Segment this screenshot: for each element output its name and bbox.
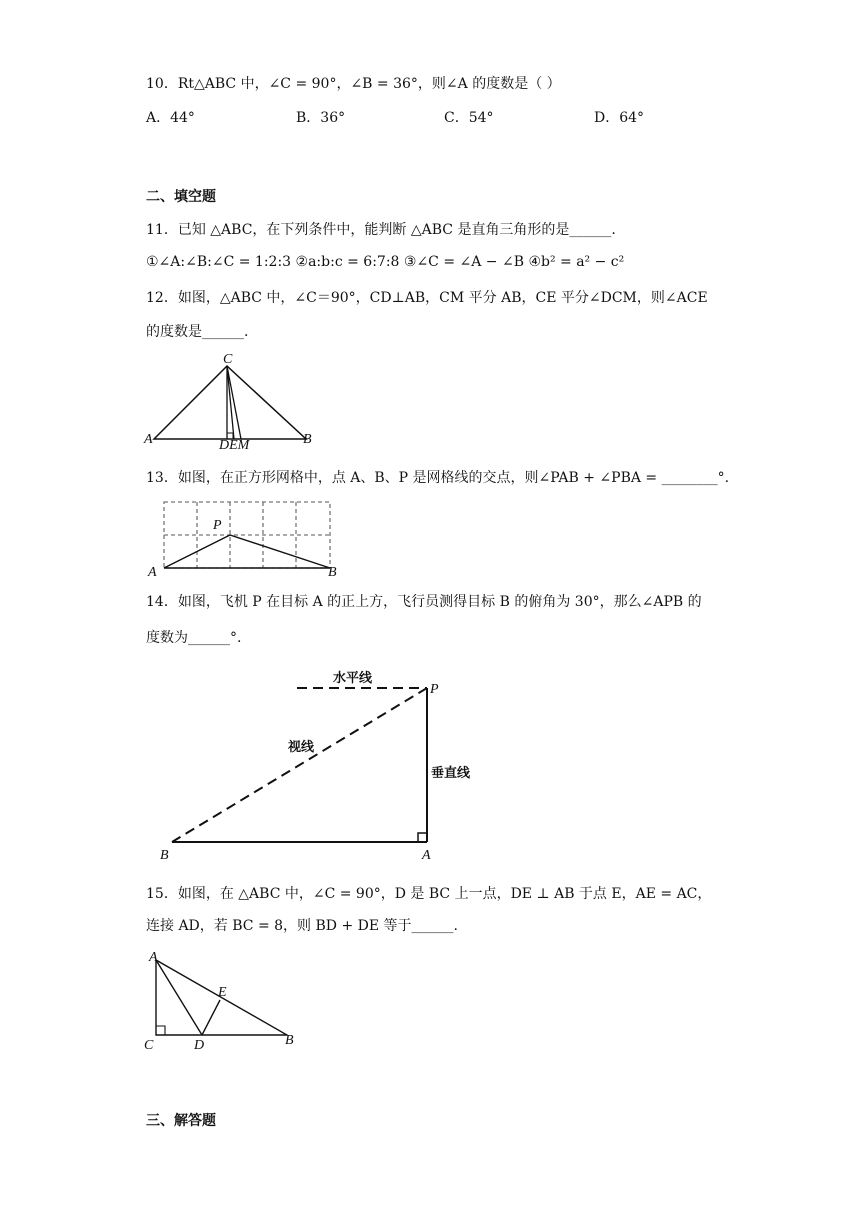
q15-label-a: A bbox=[149, 950, 158, 965]
q14-sight-line-label: 视线 bbox=[288, 740, 315, 755]
q12-label-b: B bbox=[303, 432, 312, 447]
q14-horizontal-line-label: 水平线 bbox=[333, 671, 373, 686]
q15-stem-line1: 15．如图，在 △ABC 中，∠C = 90°，D 是 BC 上一点，DE ⊥ AB 于点 E，AE = AC， bbox=[146, 886, 712, 902]
q14-vertical-line-label: 垂直线 bbox=[431, 766, 471, 781]
q12-label-a: A bbox=[144, 432, 153, 447]
q12-stem-line1: 12．如图，△ABC 中，∠C＝90°，CD⊥AB，CM 平分 AB，CE 平分∠DCM，则∠ACE bbox=[146, 290, 708, 306]
q10-option-d: D．64° bbox=[594, 110, 645, 126]
q13-stem: 13．如图，在正方形网格中，点 A、B、P 是网格线的交点，则∠PAB + ∠PBA = ________°. bbox=[146, 470, 730, 486]
q14-stem-line1: 14．如图，飞机 P 在目标 A 的正上方，飞行员测得目标 B 的俯角为 30°，那么∠APB 的 bbox=[146, 594, 702, 610]
q15-figure bbox=[140, 948, 310, 1058]
q14-label-a: A bbox=[422, 848, 431, 863]
q14-figure bbox=[150, 660, 470, 865]
q12-label-c: C bbox=[223, 352, 233, 367]
q10-option-b: B．36° bbox=[296, 110, 346, 126]
q15-label-e: E bbox=[218, 985, 227, 1000]
q11-conditions: ①∠A:∠B:∠C = 1:2:3 ②a:b:c = 6:7:8 ③∠C = ∠A − ∠B ④b² = a² − c² bbox=[146, 254, 625, 270]
q13-label-b: B bbox=[328, 565, 337, 580]
section-fill-in-heading: 二、填空题 bbox=[146, 189, 216, 205]
q13-label-a: A bbox=[148, 565, 157, 580]
q11-stem: 11．已知 △ABC，在下列条件中，能判断 △ABC 是直角三角形的是______. bbox=[146, 222, 616, 238]
q14-label-p: P bbox=[430, 682, 439, 697]
section-solutions-heading: 三、解答题 bbox=[146, 1113, 216, 1129]
q15-label-c: C bbox=[144, 1038, 154, 1053]
q15-label-b: B bbox=[285, 1033, 294, 1048]
q12-figure bbox=[140, 350, 320, 453]
q10-stem: 10．Rt△ABC 中，∠C = 90°，∠B = 36°，则∠A 的度数是（ ） bbox=[146, 76, 561, 92]
q13-label-p: P bbox=[213, 518, 222, 533]
q15-label-d: D bbox=[194, 1038, 205, 1053]
q13-figure bbox=[146, 498, 346, 578]
q10-option-c: C．54° bbox=[444, 110, 494, 126]
q12-stem-line2: 的度数是______. bbox=[146, 324, 249, 340]
q14-label-b: B bbox=[160, 848, 169, 863]
q15-stem-line2: 连接 AD，若 BC = 8，则 BD + DE 等于______. bbox=[146, 918, 458, 934]
q14-stem-line2: 度数为______°. bbox=[146, 630, 242, 646]
q10-option-a: A．44° bbox=[146, 110, 195, 126]
q12-label-dem: DEM bbox=[219, 438, 250, 453]
